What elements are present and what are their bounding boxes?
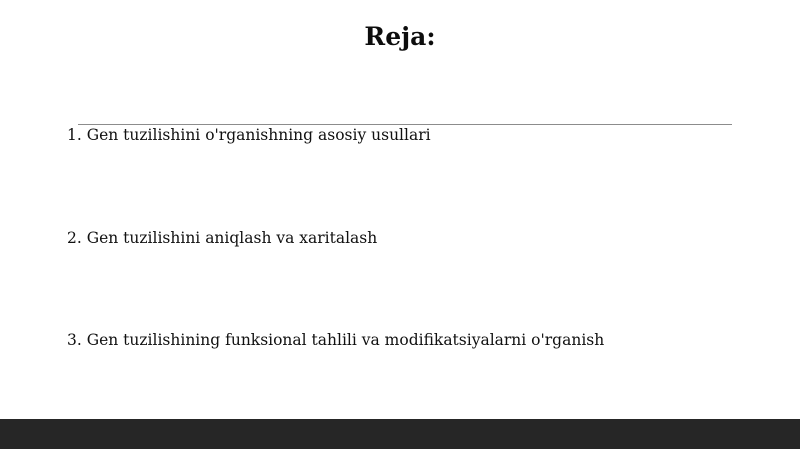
plan-item-3: 3. Gen tuzilishining funksional tahlili va modifikatsiyalarni o'rganish xyxy=(67,331,605,349)
plan-item-2: 2. Gen tuzilishini aniqlash va xaritalash xyxy=(67,229,378,247)
slide-title: Reja: xyxy=(364,22,436,51)
plan-item-1: 1. Gen tuzilishini o'rganishning asosiy usullari xyxy=(67,126,431,144)
bottom-toolbar xyxy=(0,419,800,449)
